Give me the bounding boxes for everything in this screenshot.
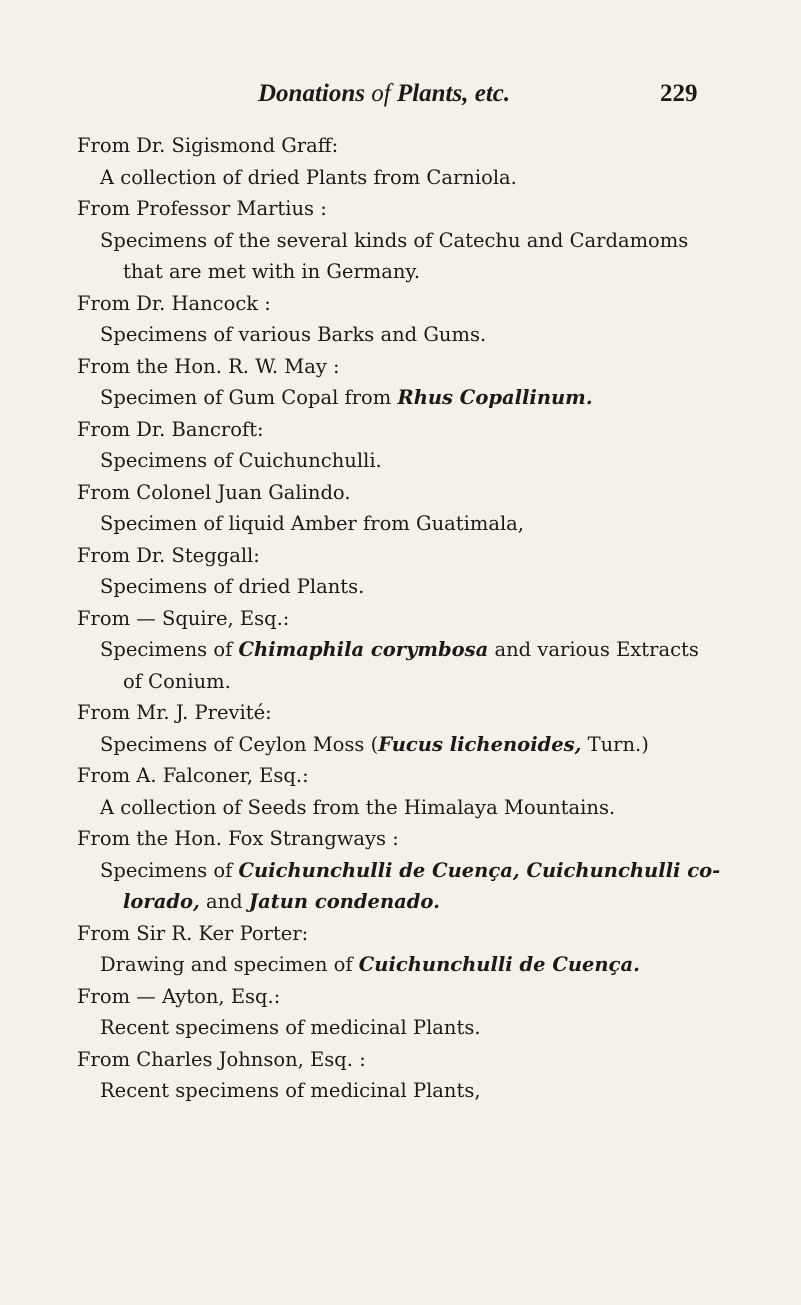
donation-description-line	[77, 949, 737, 981]
description-text: Specimens of Ceylon Moss (	[100, 732, 379, 756]
donation-description-line	[77, 571, 737, 603]
donor-line: From the Hon. Fox Strangways :	[77, 827, 399, 850]
description-text: and	[199, 890, 249, 913]
donation-description-line	[77, 256, 737, 288]
description-text: Drawing and specimen of	[100, 953, 359, 976]
donation-description-line	[77, 225, 737, 257]
donation-entry	[77, 540, 737, 603]
running-head-part: of	[364, 80, 397, 107]
donation-entry	[77, 130, 737, 193]
donation-description-line	[77, 792, 737, 824]
running-head	[258, 80, 510, 108]
donor-line: From Colonel Juan Galindo.	[77, 480, 351, 504]
donation-description-line	[77, 319, 737, 351]
donor-line: From Dr. Steggall:	[77, 543, 260, 567]
description-text: Specimens of the several kinds of Catechu and Cardamoms	[100, 228, 689, 252]
donation-description-line	[77, 162, 737, 194]
description-text: Specimens of	[100, 638, 239, 661]
donor-line: From Professor Martius :	[77, 197, 327, 220]
donation-description-line	[77, 508, 737, 540]
description-text: and various Extracts	[488, 638, 699, 661]
italic-botanical-name: Cuichunchulli de Cuença, Cuichunchulli co-	[238, 858, 721, 882]
description-text: Specimens of dried Plants.	[100, 575, 365, 598]
italic-botanical-name: Cuichunchulli de Cuença.	[358, 953, 640, 976]
italic-botanical-name: Fucus lichenoides,	[378, 732, 582, 756]
donation-entry	[77, 414, 737, 477]
donation-entry	[77, 760, 737, 823]
running-head-part: Donations	[258, 80, 365, 107]
donation-description-line	[77, 1075, 737, 1107]
donation-entry	[77, 1044, 737, 1107]
description-text: Specimens of	[100, 858, 239, 882]
donation-description-line	[77, 729, 737, 761]
italic-botanical-name: Chimaphila corymbosa	[238, 638, 489, 661]
donation-entry	[77, 351, 737, 414]
page-header	[0, 80, 801, 114]
donation-description-line	[77, 855, 737, 887]
donation-description-line	[77, 666, 737, 698]
description-text: Turn.)	[581, 732, 649, 756]
donations-list	[77, 130, 737, 1107]
description-text: Specimens of various Barks and Gums.	[100, 323, 487, 346]
description-text: that are met with in Germany.	[123, 260, 421, 283]
donor-line: From Sir R. Ker Porter:	[77, 921, 309, 945]
description-text: Specimen of Gum Copal from	[100, 386, 398, 409]
donation-entry	[77, 288, 737, 351]
donation-entry	[77, 477, 737, 540]
donor-line: From Dr. Hancock :	[77, 291, 271, 315]
description-text: Recent specimens of medicinal Plants.	[100, 1016, 481, 1039]
donor-line: From Mr. J. Previté:	[77, 701, 272, 724]
description-text: Specimens of Cuichunchulli.	[100, 449, 382, 472]
donor-line: From — Squire, Esq.:	[77, 606, 290, 630]
running-head-part: Plants, etc.	[396, 80, 511, 107]
donation-entry	[77, 193, 737, 288]
donation-description-line	[77, 886, 737, 918]
italic-botanical-name: lorado,	[123, 890, 200, 913]
donation-description-line	[77, 382, 737, 414]
donor-line: From the Hon. R. W. May :	[77, 354, 340, 378]
italic-botanical-name: Jatun condenado.	[248, 890, 440, 913]
donation-description-line	[77, 1012, 737, 1044]
donor-line: From Dr. Bancroft:	[77, 417, 264, 441]
description-text: A collection of dried Plants from Carniola.	[100, 165, 517, 189]
page-number: 229	[660, 80, 698, 107]
donor-line: From — Ayton, Esq.:	[77, 984, 281, 1008]
donation-description-line	[77, 634, 737, 666]
donation-entry	[77, 918, 737, 981]
description-text: A collection of Seeds from the Himalaya Mountains.	[100, 795, 616, 819]
donation-entry	[77, 697, 737, 760]
description-text: Specimen of liquid Amber from Guatimala,	[100, 512, 525, 535]
donor-line: From A. Falconer, Esq.:	[77, 764, 309, 787]
description-text: of Conium.	[123, 669, 231, 693]
description-text: Recent specimens of medicinal Plants,	[100, 1079, 481, 1102]
donation-description-line	[77, 445, 737, 477]
italic-botanical-name: Rhus Copallinum.	[397, 386, 593, 409]
donor-line: From Dr. Sigismond Graff:	[77, 134, 339, 157]
donor-line: From Charles Johnson, Esq. :	[77, 1047, 366, 1071]
donation-entry	[77, 981, 737, 1044]
donation-entry	[77, 603, 737, 698]
donation-entry	[77, 823, 737, 918]
